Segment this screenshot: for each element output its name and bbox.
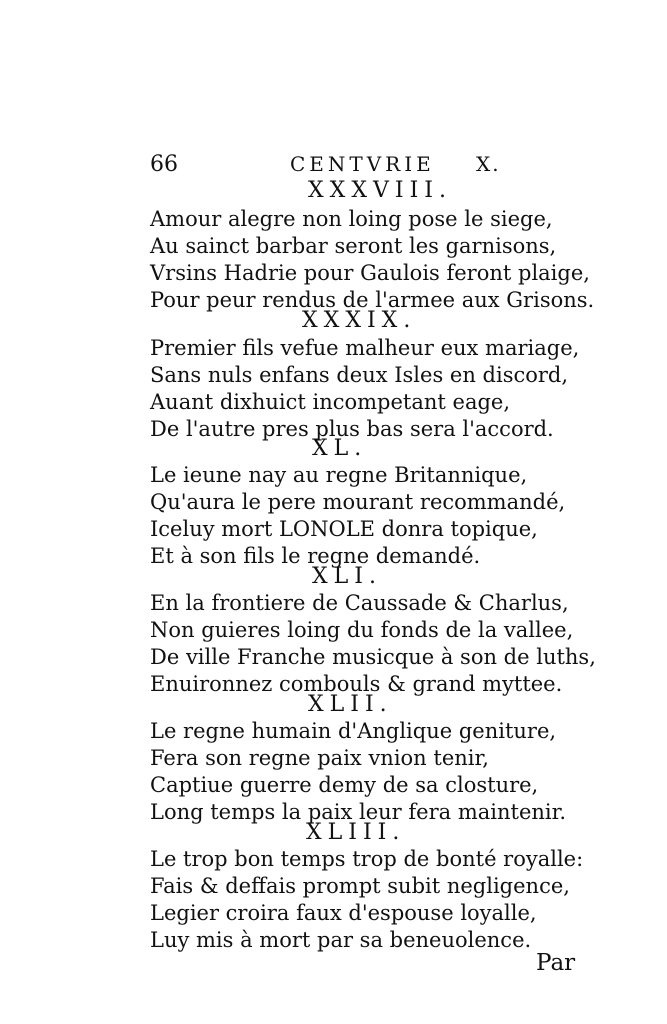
verse-line: Captiue guerre demy de sa closture,: [150, 773, 539, 797]
verse-line: Enuironnez combouls & grand myttee.: [150, 672, 563, 696]
verse-line: Pour peur rendus de l'armee aux Grisons.: [150, 288, 595, 312]
verse-line: Fera son regne paix vnion tenir,: [150, 746, 489, 770]
verse-line: Iceluy mort LONOLE donra topique,: [150, 517, 538, 541]
verse-line: Au sainct barbar seront les garnisons,: [150, 234, 557, 258]
verse-line: Vrsins Hadrie pour Gaulois feront plaige,: [150, 261, 590, 285]
running-title: CENTVRIE: [290, 152, 435, 176]
quatrain-number: XXXVIII.: [308, 178, 452, 203]
verse-line: Luy mis à mort par sa beneuolence.: [150, 928, 532, 952]
quatrain-number: XLIII.: [306, 820, 406, 845]
catchword: Par: [536, 950, 576, 976]
quatrain-number: XL.: [312, 436, 368, 461]
verse-line: Le regne humain d'Anglique geniture,: [150, 719, 557, 743]
verse-line: De l'autre pres plus bas sera l'accord.: [150, 417, 554, 441]
quatrain-number: XXXIX.: [302, 308, 417, 333]
verse-line: Qu'aura le pere mourant recommandé,: [150, 490, 566, 514]
verse-line: En la frontiere de Caussade & Charlus,: [150, 591, 569, 615]
verse-line: Premier fils vefue malheur eux mariage,: [150, 336, 580, 360]
verse-line: Le ieune nay au regne Britannique,: [150, 463, 528, 487]
verse-line: Legier croira faux d'espouse loyalle,: [150, 901, 537, 925]
verse-line: Fais & deffais prompt subit negligence,: [150, 874, 570, 898]
quatrain-number: XLI.: [312, 564, 382, 589]
verse-line: Long temps la paix leur fera maintenir.: [150, 800, 567, 824]
verse-line: Le trop bon temps trop de bonté royalle:: [150, 847, 584, 871]
verse-line: Amour alegre non loing pose le siege,: [150, 207, 553, 231]
verse-line: De ville Franche musicque à son de luths,: [150, 645, 596, 669]
page-number: 66: [150, 152, 178, 177]
verse-line: Sans nuls enfans deux Isles en discord,: [150, 363, 569, 387]
running-title-numeral: X.: [476, 152, 501, 176]
verse-line: Auant dixhuict incompetant eage,: [150, 390, 511, 414]
verse-line: Non guieres loing du fonds de la vallee,: [150, 618, 574, 642]
verse-line: Et à son fils le regne demandé.: [150, 544, 481, 568]
quatrain-number: XLII.: [308, 692, 393, 717]
